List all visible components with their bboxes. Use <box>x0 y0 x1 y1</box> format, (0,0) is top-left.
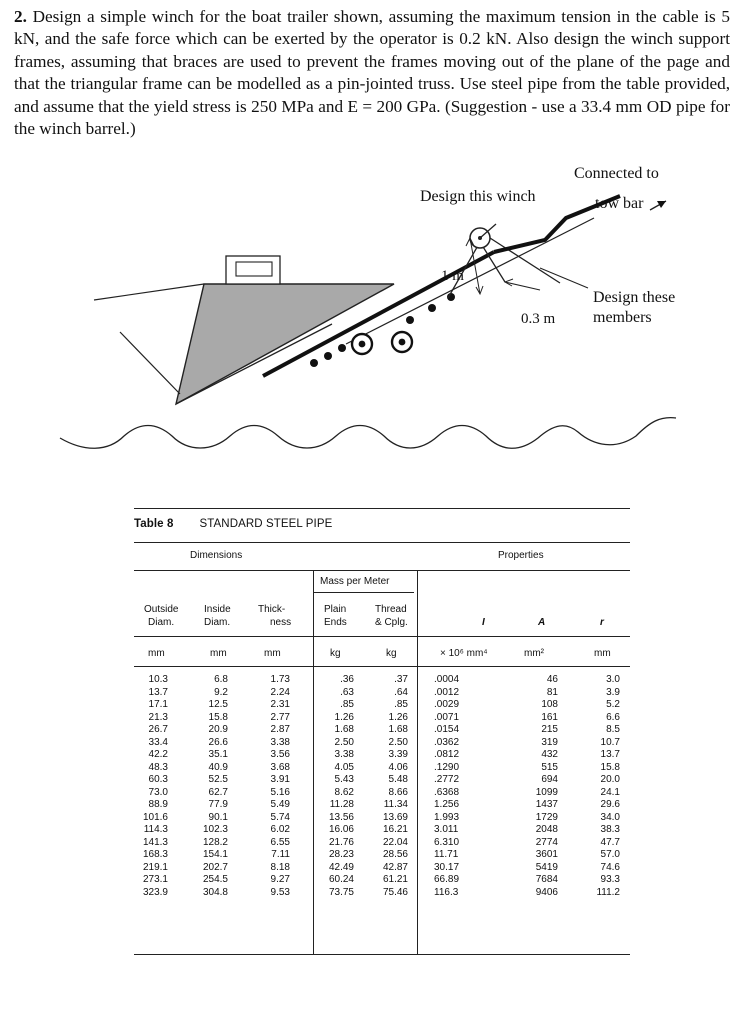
table-cell-I: 11.71 <box>434 849 459 860</box>
table-cell-thick: 3.56 <box>270 749 290 760</box>
table-cell-thread: 1.26 <box>388 711 408 723</box>
roller-small <box>406 316 414 324</box>
table-cell-thread: 16.21 <box>382 824 408 835</box>
dim-03m-arrow <box>505 282 540 290</box>
table-cell-A: 9406 <box>535 886 558 898</box>
table-cell-A: 1437 <box>535 799 558 810</box>
unit-A: mm² <box>524 648 544 659</box>
table-cell-plain: 73.75 <box>328 886 354 898</box>
table-cell-I: 6.310 <box>434 836 460 848</box>
table-cell-thread: .64 <box>394 686 408 698</box>
header-r: r <box>600 617 604 628</box>
header-plain: Plain <box>324 604 347 615</box>
header-id-2: Diam. <box>204 617 231 628</box>
table-cell-od: 168.3 <box>142 849 168 860</box>
table-cell-r: 20.0 <box>600 774 620 785</box>
table-cell-A: 81 <box>546 686 558 698</box>
table-cell-I: .0029 <box>434 699 460 710</box>
table-cell-thread: 61.21 <box>382 874 408 885</box>
table-cell-A: 2774 <box>535 836 558 848</box>
table-cell-id: 154.1 <box>202 849 228 860</box>
table-cell-od: 13.7 <box>148 686 168 698</box>
table-cell-thick: 3.91 <box>270 774 290 785</box>
column-divider <box>417 570 418 954</box>
table-cell-thread: 2.50 <box>388 736 408 748</box>
table-cell-id: 40.9 <box>208 761 228 773</box>
column-thread-cplg <box>368 674 408 899</box>
table-cell-plain: 42.49 <box>328 861 354 873</box>
column-A <box>518 674 558 899</box>
tow-bar-label: tow bar <box>595 195 644 212</box>
column-inside-diameter <box>188 674 228 899</box>
members-leader <box>540 268 588 288</box>
table-cell-thick: 9.53 <box>270 886 290 898</box>
group-properties: Properties <box>498 550 544 561</box>
header-I: I <box>482 617 485 628</box>
header-thread: Thread <box>375 604 407 615</box>
table-cell-od: 21.3 <box>148 711 168 723</box>
table-cell-od: 219.1 <box>142 861 168 873</box>
table-cell-A: 694 <box>541 774 558 785</box>
table-cell-plain: 13.56 <box>328 811 354 823</box>
table-cell-A: 161 <box>541 711 558 723</box>
table-cell-r: 29.6 <box>600 799 620 810</box>
roller-large-hub <box>399 339 406 346</box>
table-cell-thread: .85 <box>394 699 408 710</box>
table-cell-plain: 28.23 <box>328 849 354 860</box>
table-cell-od: 33.4 <box>148 736 168 748</box>
table-cell-A: 2048 <box>535 824 558 835</box>
table-cell-r: 6.6 <box>606 711 620 723</box>
table-cell-plain: 3.38 <box>334 749 354 760</box>
table-cell-thick: 1.73 <box>270 674 290 685</box>
table-cell-id: 9.2 <box>214 686 228 698</box>
table-cell-r: 74.6 <box>600 861 620 873</box>
roller-small <box>310 359 318 367</box>
boat-bow-line <box>94 284 204 300</box>
column-I <box>434 674 472 899</box>
dim-1m-label: 1 m <box>441 268 464 284</box>
table-cell-r: 34.0 <box>600 811 620 823</box>
table-cell-A: 46 <box>546 674 558 685</box>
table-cell-I: .0012 <box>434 686 460 698</box>
table-cell-id: 26.6 <box>208 736 228 748</box>
table-cell-plain: 1.68 <box>334 724 354 735</box>
table-cell-thread: 22.04 <box>382 836 408 848</box>
table-cell-plain: 1.26 <box>334 711 354 723</box>
table-cell-thick: 9.27 <box>270 874 290 885</box>
table-cell-od: 101.6 <box>142 811 168 823</box>
table-cell-I: .2772 <box>434 774 460 785</box>
table-cell-I: .0154 <box>434 724 460 735</box>
table-cell-plain: .63 <box>340 686 354 698</box>
table-cell-I: .0071 <box>434 711 460 723</box>
table-cell-id: 52.5 <box>208 774 228 785</box>
table-cell-plain: .85 <box>340 699 354 710</box>
table-cell-plain: .36 <box>340 674 354 685</box>
table-cell-r: 93.3 <box>600 874 620 885</box>
roller-small <box>428 304 436 312</box>
header-od-2: Diam. <box>148 617 175 628</box>
table-cell-thread: 13.69 <box>382 811 408 823</box>
table-cell-plain: 16.06 <box>328 824 354 835</box>
table-cell-od: 60.3 <box>148 774 168 785</box>
water-waves <box>60 418 676 449</box>
section-divider <box>134 508 630 509</box>
unit-thickness: mm <box>264 648 281 659</box>
boat-trailer-figure <box>0 160 744 470</box>
table-cell-id: 254.5 <box>202 874 228 885</box>
table-cell-thick: 7.11 <box>271 849 290 860</box>
header-plain-2: Ends <box>324 617 347 628</box>
table-cell-plain: 2.50 <box>334 736 354 748</box>
table-cell-id: 62.7 <box>208 786 228 798</box>
header-thickness: Thick- <box>258 604 286 615</box>
table-cell-thick: 2.24 <box>270 686 290 698</box>
table-cell-od: 323.9 <box>142 886 168 898</box>
table-cell-od: 141.3 <box>142 836 168 848</box>
table-cell-A: 7684 <box>535 874 558 885</box>
table-cell-plain: 8.62 <box>334 786 354 798</box>
table-cell-I: 1.256 <box>434 799 460 810</box>
table-cell-r: 3.0 <box>606 674 620 685</box>
table-cell-r: 38.3 <box>600 824 620 835</box>
table-cell-A: 515 <box>541 761 558 773</box>
boat-window <box>236 262 272 276</box>
table-cell-id: 12.5 <box>208 699 228 710</box>
problem-statement <box>14 6 730 140</box>
table-cell-od: 17.1 <box>148 699 168 710</box>
unit-thread: kg <box>386 648 397 659</box>
table-cell-thread: 4.06 <box>388 761 408 773</box>
table-cell-thick: 3.68 <box>270 761 290 773</box>
group-dimensions: Dimensions <box>190 550 243 561</box>
table-cell-A: 5419 <box>535 861 558 873</box>
table-cell-od: 26.7 <box>148 724 168 735</box>
table-cell-r: 111.2 <box>596 886 620 898</box>
header-od: Outside <box>144 604 179 615</box>
table-cell-thread: 28.56 <box>382 849 408 860</box>
table-title <box>134 518 332 530</box>
table-cell-id: 102.3 <box>202 824 228 835</box>
table-cell-id: 77.9 <box>208 799 228 810</box>
column-thickness <box>252 674 290 899</box>
table-cell-I: 3.011 <box>434 824 459 835</box>
table-cell-od: 48.3 <box>148 761 168 773</box>
table-cell-thick: 3.38 <box>270 736 290 748</box>
header-thickness-2: ness <box>270 617 292 628</box>
table-cell-I: 30.17 <box>434 861 460 873</box>
table-cell-thick: 5.74 <box>270 811 290 823</box>
table-cell-od: 10.3 <box>148 674 168 685</box>
table-cell-id: 202.7 <box>202 861 228 873</box>
table-cell-r: 47.7 <box>600 836 620 848</box>
header-thread-2: & Cplg. <box>375 617 408 628</box>
table-cell-id: 128.2 <box>202 836 228 848</box>
table-cell-I: 66.89 <box>434 874 460 885</box>
table-cell-r: 15.8 <box>600 761 620 773</box>
table-cell-A: 108 <box>541 699 558 710</box>
table-cell-r: 10.7 <box>600 736 620 748</box>
table-cell-r: 8.5 <box>606 724 620 735</box>
table-cell-od: 88.9 <box>148 799 168 810</box>
table-cell-I: .6368 <box>434 786 460 798</box>
table-cell-r: 13.7 <box>600 749 620 760</box>
table-cell-I: 116.3 <box>434 886 459 898</box>
column-outside-diameter <box>134 674 168 899</box>
table-cell-A: 319 <box>541 736 558 748</box>
table-cell-I: .0812 <box>434 749 460 760</box>
table-cell-thick: 2.31 <box>270 699 290 710</box>
table-cell-id: 15.8 <box>208 711 228 723</box>
boat-bottom-line <box>120 332 180 394</box>
table-cell-thick: 8.18 <box>270 861 290 873</box>
table-cell-r: 5.2 <box>606 699 620 710</box>
table-cell-thick: 6.02 <box>270 824 290 835</box>
dim-03m-label: 0.3 m <box>521 311 556 327</box>
column-r <box>584 674 620 899</box>
table-cell-od: 114.3 <box>143 824 168 835</box>
table-cell-r: 57.0 <box>600 849 620 860</box>
table-cell-thick: 6.55 <box>270 836 290 848</box>
table-cell-A: 215 <box>541 724 558 735</box>
table-name: STANDARD STEEL PIPE <box>199 518 333 530</box>
table-cell-I: .0004 <box>434 674 460 685</box>
column-divider <box>313 570 314 954</box>
table-cell-id: 304.8 <box>202 886 228 898</box>
table-cell-thick: 5.49 <box>270 799 290 810</box>
unit-I: × 10⁶ mm⁴ <box>440 648 488 659</box>
table-cell-A: 432 <box>541 749 558 760</box>
table-cell-id: 6.8 <box>214 674 228 685</box>
table-cell-A: 1729 <box>535 811 558 823</box>
table-cell-thick: 2.77 <box>270 711 290 723</box>
table-number: Table 8 <box>134 518 174 530</box>
table-cell-A: 3601 <box>535 849 558 860</box>
table-cell-thread: 42.87 <box>382 861 408 873</box>
design-winch-label: Design this winch <box>420 188 536 205</box>
table-cell-plain: 4.05 <box>334 761 354 773</box>
column-plain-ends <box>318 674 354 899</box>
group-mass: Mass per Meter <box>320 576 390 587</box>
table-cell-od: 273.1 <box>142 874 168 885</box>
roller-small <box>338 344 346 352</box>
table-cell-id: 90.1 <box>208 811 228 823</box>
header-id: Inside <box>204 604 231 615</box>
table-cell-thick: 2.87 <box>270 724 290 735</box>
table-cell-r: 24.1 <box>600 786 620 798</box>
roller-large-hub <box>359 341 366 348</box>
table-cell-thread: 5.48 <box>388 774 408 785</box>
unit-r: mm <box>594 648 611 659</box>
table-cell-od: 73.0 <box>148 786 168 798</box>
table-cell-thread: .37 <box>394 674 408 685</box>
table-cell-thread: 8.66 <box>388 786 408 798</box>
table-cell-plain: 60.24 <box>328 874 354 885</box>
table-cell-plain: 5.43 <box>334 774 354 785</box>
table-cell-thread: 75.46 <box>382 886 408 898</box>
table-cell-id: 35.1 <box>208 749 228 760</box>
header-A: A <box>538 617 546 628</box>
table-cell-thick: 5.16 <box>270 786 290 798</box>
unit-od: mm <box>148 648 165 659</box>
table-cell-I: .0362 <box>434 736 460 748</box>
problem-number: 2. <box>14 7 27 26</box>
table-cell-od: 42.2 <box>148 749 168 760</box>
design-members-label-2: members <box>593 309 652 326</box>
roller-small <box>324 352 332 360</box>
table-cell-I: .1290 <box>434 761 460 773</box>
table-cell-thread: 1.68 <box>388 724 408 735</box>
connected-label: Connected to <box>574 165 659 182</box>
table-cell-r: 3.9 <box>606 686 620 698</box>
design-members-label: Design these <box>593 289 676 306</box>
table-cell-plain: 21.76 <box>328 836 354 848</box>
table-cell-id: 20.9 <box>208 724 228 735</box>
problem-text: Design a simple winch for the boat trailer shown, assuming the maximum tension in the cable is 5 kN, and the safe force which can be exerted by the operator is 0.2 kN. Also design the winch support frames, assuming that braces are used to prevent the frames moving out of the plane of the page and that the triangular frame can be modelled as a pin-jointed truss. Use steel pipe from the table provided, and assume that the yield stress is 250 MPa and E = 200 GPa. (Suggestion - use a 33.4 mm OD pipe for the winch barrel.) <box>14 7 731 139</box>
table-cell-plain: 11.28 <box>329 799 354 810</box>
table-cell-A: 1099 <box>535 786 558 798</box>
table-cell-thread: 3.39 <box>388 749 408 760</box>
table-cell-I: 1.993 <box>434 811 460 823</box>
table-cell-thread: 11.34 <box>383 799 408 810</box>
unit-id: mm <box>210 648 227 659</box>
unit-plain: kg <box>330 648 341 659</box>
